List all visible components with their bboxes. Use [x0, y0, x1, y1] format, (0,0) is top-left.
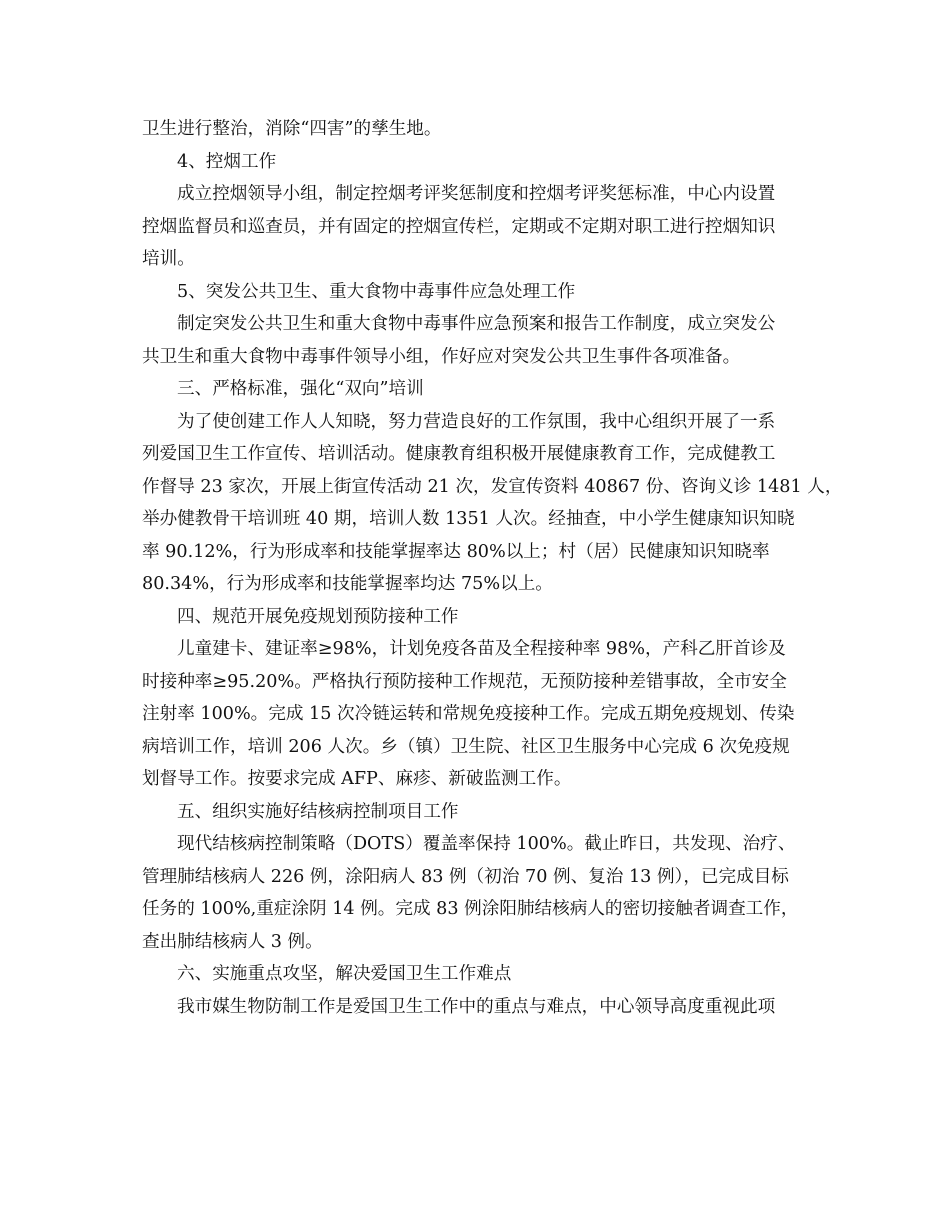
text-line: 列爱国卫生工作宣传、培训活动。健康教育组积极开展健康教育工作，完成健教工 [142, 444, 776, 464]
section-heading [142, 601, 822, 634]
section-heading [142, 373, 822, 406]
paragraph [142, 113, 822, 146]
text-line: 管理肺结核病人 226 例，涂阳病人 83 例（初治 70 例、复治 13 例），已完成目标 [142, 866, 789, 887]
document-body [142, 113, 843, 1023]
paragraph [142, 178, 822, 276]
text-line: 划督导工作。按要求完成 AFP、麻疹、新破监测工作。 [142, 769, 572, 789]
text-line: 制定突发公共卫生和重大食物中毒事件应急预案和报告工作制度，成立突发公 [177, 314, 776, 334]
text-line: 查出肺结核病人 3 例。 [142, 931, 323, 952]
text-line: 控烟监督员和巡查员，并有固定的控烟宣传栏，定期或不定期对职工进行控烟知识 [142, 216, 776, 237]
section-heading [142, 796, 822, 829]
text-line: 病培训工作，培训 206 人次。乡（镇）卫生院、社区卫生服务中心完成 6 次免疫规 [142, 736, 790, 757]
text-line: 成立控烟领导小组，制定控烟考评奖惩制度和控烟考评奖惩标准，中心内设置 [177, 184, 776, 204]
text-line: 儿童建卡、建证率≥98%，计划免疫各苗及全程接种率 98%，产科乙肝首诊及 [177, 639, 786, 659]
paragraph [142, 633, 822, 796]
heading-text: 4、控烟工作 [177, 151, 277, 172]
heading-text: 五、组织实施好结核病控制项目工作 [177, 801, 459, 822]
text-line: 卫生进行整治，消除“四害”的孳生地。 [142, 119, 442, 139]
text-line: 作督导 23 家次，开展上街宣传活动 21 次，发宣传资料 40867 份、咨询义诊 1481 人， [142, 476, 843, 497]
text-line: 现代结核病控制策略（DOTS）覆盖率保持 100%。截止昨日，共发现、治疗、 [177, 834, 796, 854]
paragraph [142, 828, 822, 958]
text-line: 为了使创建工作人人知晓，努力营造良好的工作氛围，我中心组织开展了一系 [177, 411, 776, 432]
text-line: 注射率 100%。完成 15 次冷链运转和常规免疫接种工作。完成五期免疫规划、传染 [142, 704, 795, 724]
section-heading [142, 276, 822, 309]
section-heading [142, 958, 822, 991]
heading-text: 六、实施重点攻坚，解决爱国卫生工作难点 [177, 964, 512, 984]
section-heading [142, 146, 822, 179]
text-line: 率 90.12%，行为形成率和技能掌握率达 80%以上；村（居）民健康知识知晓率 [142, 541, 770, 562]
heading-text: 四、规范开展免疫规划预防接种工作 [177, 606, 459, 627]
text-line: 我市媒生物防制工作是爱国卫生工作中的重点与难点，中心领导高度重视此项 [177, 996, 776, 1017]
paragraph [142, 308, 822, 373]
heading-text: 三、严格标准，强化“双向”培训 [177, 379, 424, 399]
text-line: 培训。 [142, 249, 195, 269]
text-line: 80.34%，行为形成率和技能掌握率均达 75%以上。 [142, 574, 553, 594]
heading-text: 5、突发公共卫生、重大食物中毒事件应急处理工作 [177, 281, 576, 302]
paragraph [142, 406, 843, 601]
text-line: 任务的 100%,重症涂阴 14 例。完成 83 例涂阳肺结核病人的密切接触者调查工作， [142, 899, 799, 919]
text-line: 时接种率≥95.20%。严格执行预防接种工作规范，无预防接种差错事故，全市安全 [142, 671, 787, 692]
text-line: 举办健教骨干培训班 40 期，培训人数 1351 人次。经抽查，中小学生健康知识知晓 [142, 509, 795, 529]
paragraph [142, 991, 822, 1024]
text-line: 共卫生和重大食物中毒事件领导小组，作好应对突发公共卫生事件各项准备。 [142, 346, 741, 367]
